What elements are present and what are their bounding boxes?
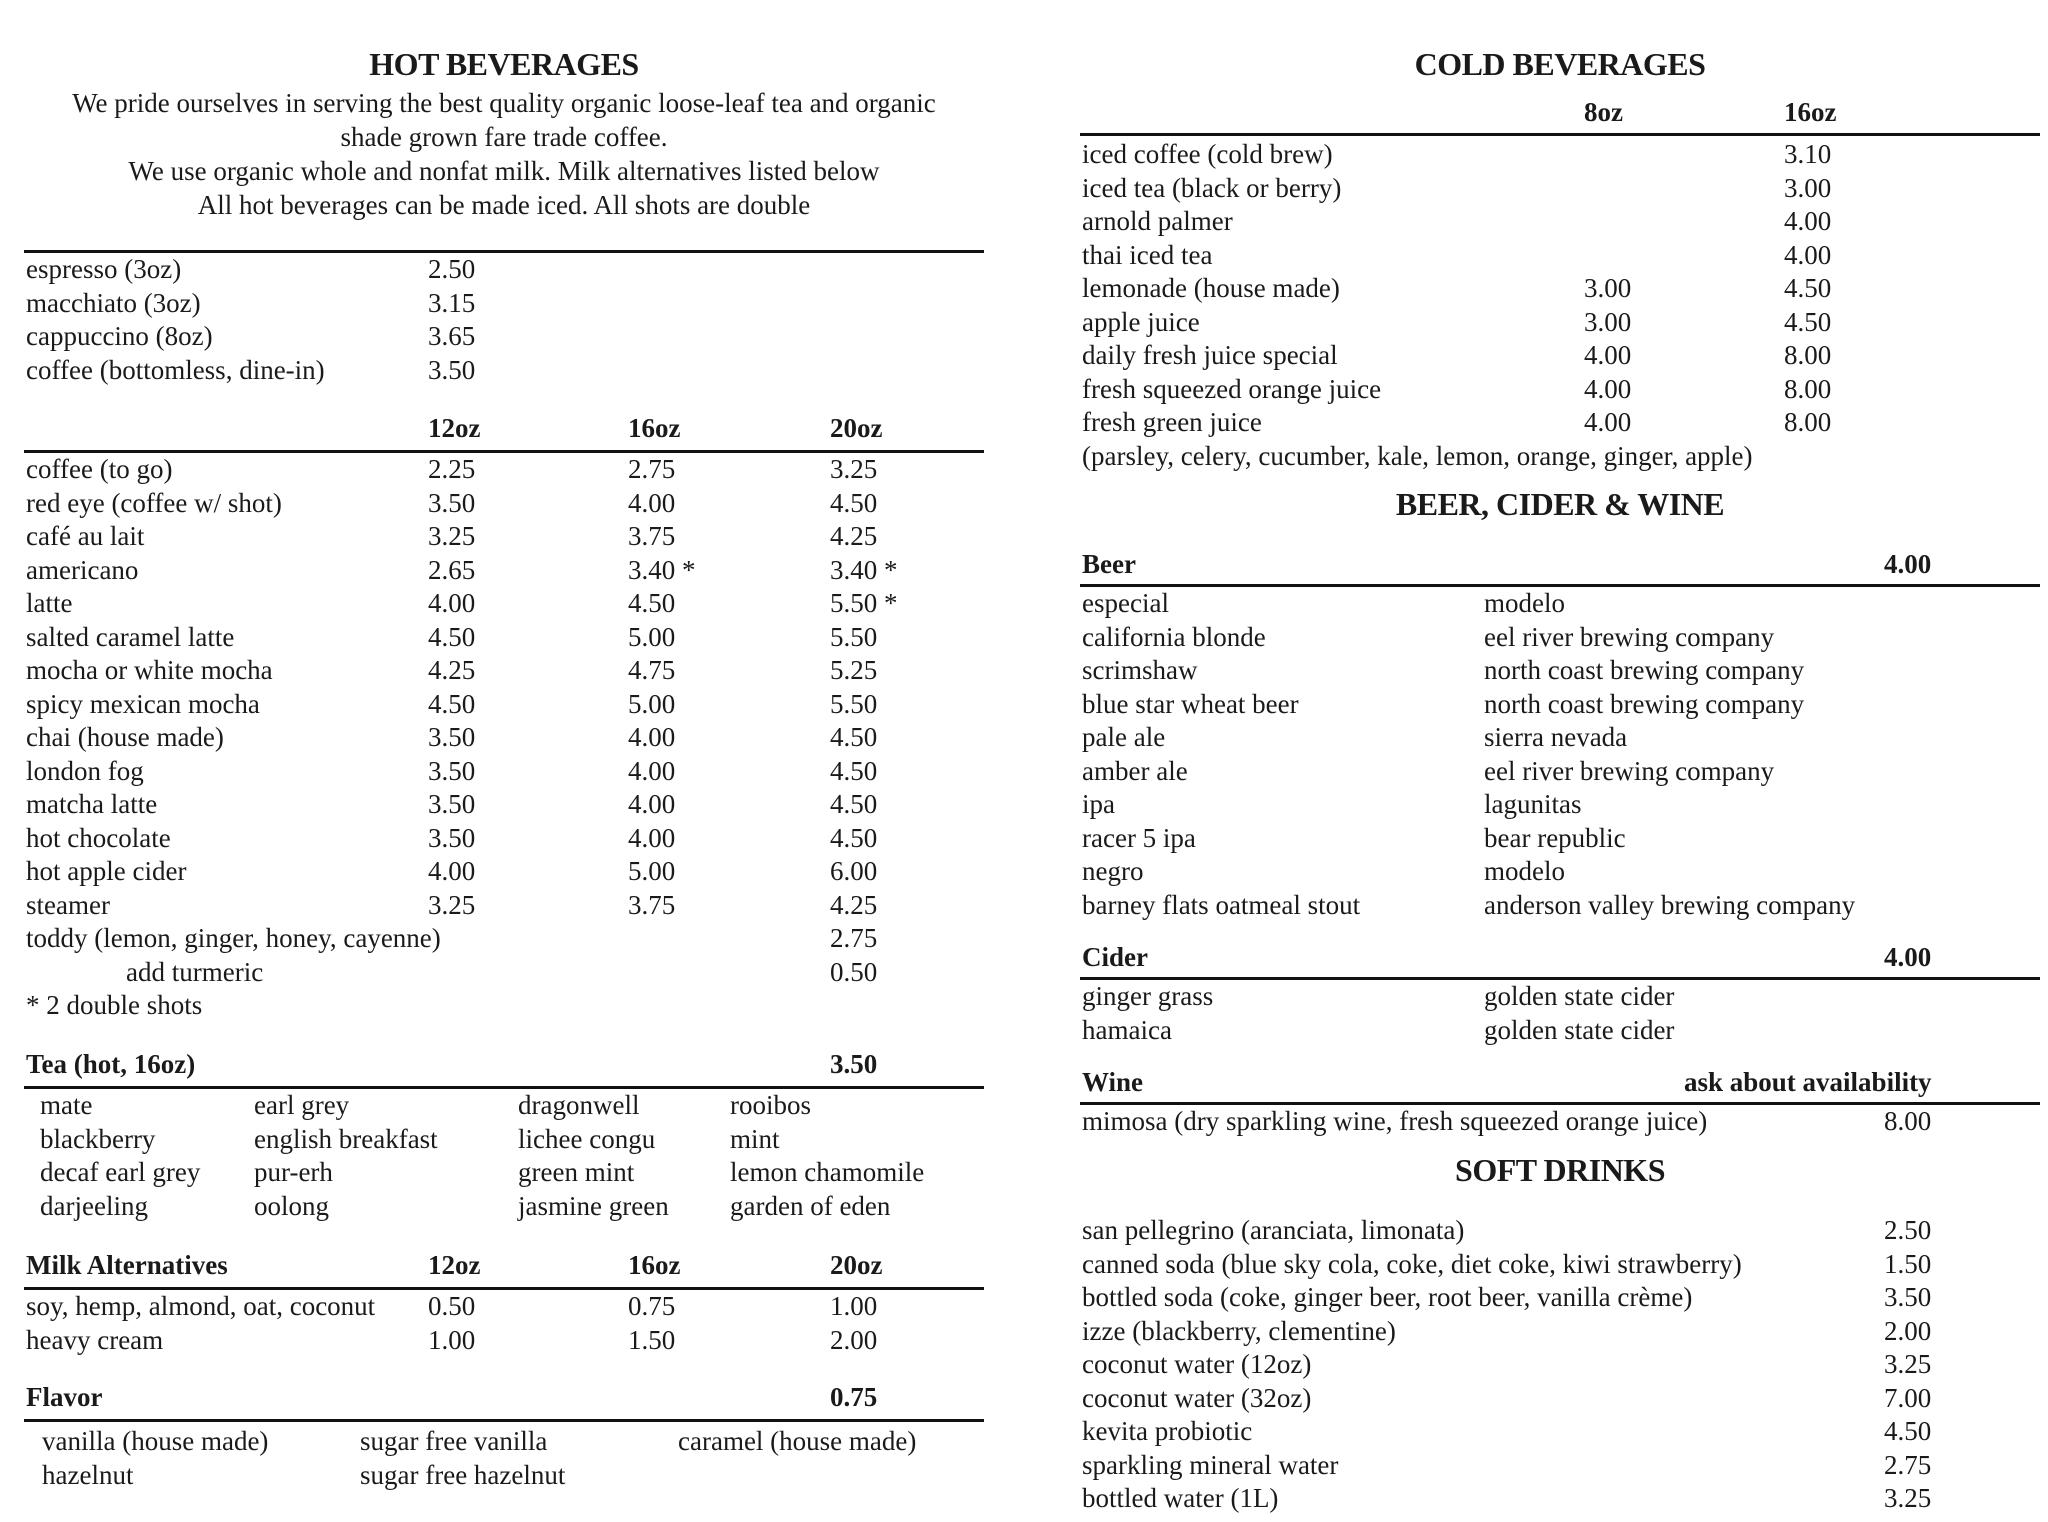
price-20oz: 4.50 [830, 487, 878, 518]
menu-row [24, 554, 984, 588]
menu-row [24, 755, 984, 789]
menu-row [24, 922, 984, 956]
flavor-item: caramel (house made) [678, 1426, 917, 1456]
price-12oz: 3.50 [428, 722, 476, 752]
item-name: canned soda (blue sky cola, coke, diet coke, kiwi strawberry) [1082, 1248, 1742, 1279]
beer-row [1080, 654, 2040, 688]
menu-row [1080, 205, 2040, 239]
item-name: cappuccino (8oz) [26, 321, 213, 351]
item-price: 1.50 [1884, 1248, 1932, 1279]
beer-name: california blonde [1082, 621, 1266, 652]
flavor-row [24, 1425, 984, 1459]
cider-maker: golden state cider [1484, 1014, 1675, 1045]
tea-item: earl grey [254, 1090, 350, 1120]
item-name: daily fresh juice special [1082, 340, 1338, 370]
price-16oz: 5.00 [628, 621, 676, 652]
beer-name: ipa [1082, 789, 1115, 819]
flavor-item: vanilla (house made) [42, 1426, 269, 1456]
price-12oz: 3.50 [428, 789, 476, 819]
tea-item: mate [40, 1090, 93, 1120]
milk-header [24, 1245, 984, 1285]
menu-row [24, 487, 984, 521]
milk-list [24, 1290, 984, 1357]
price-20oz: 4.50 [830, 789, 878, 819]
beer-name: barney flats oatmeal stout [1082, 889, 1361, 920]
tea-item: lichee congu [518, 1123, 656, 1154]
menu-row [1080, 138, 2040, 172]
price-20oz: 4.50 [830, 755, 878, 786]
tea-item: pur-erh [254, 1157, 333, 1187]
item-price: 2.00 [1884, 1315, 1932, 1346]
menu-row [24, 354, 984, 388]
price-12oz: 4.50 [428, 688, 476, 719]
flavor-list [24, 1425, 984, 1492]
price-16oz: 4.00 [1784, 239, 1832, 270]
item-name: chai (house made) [26, 722, 224, 752]
price-8oz: 3.00 [1584, 273, 1632, 303]
flavor-row [24, 1459, 984, 1493]
item-price: 2.50 [1884, 1215, 1932, 1245]
price-16oz: 2.75 [628, 454, 676, 484]
tea-row [24, 1123, 984, 1157]
price-20oz: 6.00 [830, 856, 878, 886]
beer-row [1080, 788, 2040, 822]
tea-item: garden of eden [730, 1190, 891, 1221]
beer-name: racer 5 ipa [1082, 822, 1196, 853]
tea-item: lemon chamomile [730, 1157, 925, 1187]
menu-row [1080, 239, 2040, 273]
item-name: matcha latte [26, 789, 158, 819]
menu-row [1080, 1214, 2040, 1248]
price-12oz: 4.50 [428, 621, 476, 652]
price-8oz: 4.00 [1584, 373, 1632, 404]
price-20oz: 4.50 [830, 822, 878, 853]
milk-title: Milk Alternatives [26, 1250, 228, 1280]
price-12oz: 4.00 [428, 588, 476, 618]
price-16oz: 4.00 [628, 822, 676, 853]
wine-row [1080, 1105, 2040, 1139]
menu-row [24, 520, 984, 554]
intro-line: We pride ourselves in serving the best quality organic loose-leaf tea and organic [72, 88, 936, 118]
wine-list [1080, 1105, 2040, 1139]
menu-row [1080, 373, 2040, 407]
menu-row [1080, 1315, 2040, 1349]
beer-maker: eel river brewing company [1484, 621, 1775, 652]
item-name: iced coffee (cold brew) [1082, 139, 1333, 169]
price-16oz: 4.75 [628, 655, 676, 685]
beer-maker: lagunitas [1484, 789, 1582, 819]
size-12oz: 12oz [428, 1250, 481, 1280]
beer-price: 4.00 [1884, 549, 1932, 579]
beer-row [1080, 889, 2040, 923]
item-price: 3.25 [1884, 1349, 1932, 1379]
price-16oz: 0.75 [628, 1291, 676, 1321]
soft-drinks-list [1080, 1214, 2040, 1516]
tea-row [24, 1156, 984, 1190]
beer-maker: sierra nevada [1484, 722, 1628, 752]
price-20oz: 3.25 [830, 454, 878, 484]
soft-drinks-title: SOFT DRINKS [1455, 1152, 1665, 1188]
menu-row [24, 1324, 984, 1358]
price-20oz: 5.25 [830, 655, 878, 685]
item-name: coffee (bottomless, dine-in) [26, 354, 325, 385]
item-name: arnold palmer [1082, 206, 1233, 236]
item-name: san pellegrino (aranciata, limonata) [1082, 1215, 1465, 1245]
cider-name: hamaica [1082, 1014, 1172, 1045]
price-16oz: 1.50 [628, 1324, 676, 1355]
size-8oz: 8oz [1584, 97, 1623, 127]
item-name: salted caramel latte [26, 621, 235, 652]
price-20oz: 4.25 [830, 521, 878, 551]
beer-name: blue star wheat beer [1082, 688, 1299, 719]
menu-row [24, 855, 984, 889]
price-12oz: 2.65 [428, 554, 476, 585]
item-name: fresh green juice [1082, 407, 1262, 437]
item-name: americano [26, 554, 139, 585]
tea-item: english breakfast [254, 1123, 438, 1154]
size-16oz: 16oz [1784, 97, 1837, 127]
item-name: café au lait [26, 521, 145, 551]
beer-name: amber ale [1082, 755, 1188, 786]
menu-row [24, 822, 984, 856]
beer-maker: north coast brewing company [1484, 655, 1805, 685]
menu-row [24, 654, 984, 688]
tea-item: green mint [518, 1157, 635, 1187]
tea-item: darjeeling [40, 1190, 148, 1221]
tea-item: mint [730, 1123, 780, 1154]
item-name: add turmeric [126, 956, 264, 987]
price-20oz: 3.40 * [830, 554, 898, 585]
price-8oz: 4.00 [1584, 340, 1632, 370]
beer-maker: bear republic [1484, 822, 1626, 853]
beer-maker: eel river brewing company [1484, 755, 1775, 786]
menu-row [1080, 1482, 2040, 1516]
tea-price: 3.50 [830, 1049, 878, 1079]
item-name: latte [26, 588, 73, 618]
item-price: 3.50 [428, 354, 476, 385]
item-name: coffee (to go) [26, 454, 173, 484]
intro-line: We use organic whole and nonfat milk. Milk alternatives listed below [128, 156, 880, 186]
cider-list [1080, 980, 2040, 1047]
beer-maker: anderson valley brewing company [1484, 889, 1856, 920]
tea-item: rooibos [730, 1090, 811, 1120]
item-name: espresso (3oz) [26, 254, 182, 284]
price-20oz: 4.25 [830, 889, 878, 920]
beer-row [1080, 822, 2040, 856]
item-name: mocha or white mocha [26, 655, 273, 685]
tea-item: blackberry [40, 1123, 156, 1154]
item-price: 3.50 [1884, 1282, 1932, 1312]
size-12oz: 12oz [428, 413, 481, 443]
cold-size-header [1080, 92, 2040, 132]
flavor-item: hazelnut [42, 1459, 134, 1490]
menu-row [24, 956, 984, 990]
hot-beverages-title: HOT BEVERAGES [369, 46, 639, 82]
item-name: macchiato (3oz) [26, 287, 201, 318]
menu-row [1080, 406, 2040, 440]
size-header [24, 408, 984, 448]
intro-line: shade grown fare trade coffee. [340, 122, 668, 152]
menu-row [1080, 1415, 2040, 1449]
price-16oz: 8.00 [1784, 373, 1832, 404]
price-20oz: 1.00 [830, 1291, 878, 1321]
price-16oz: 4.00 [1784, 206, 1832, 236]
item-name: izze (blackberry, clementine) [1082, 1315, 1396, 1346]
item-price: 3.25 [1884, 1483, 1932, 1513]
price-20oz: 5.50 * [830, 588, 898, 618]
cider-row [1080, 980, 2040, 1014]
price-16oz: 4.00 [628, 755, 676, 786]
menu-row [1080, 339, 2040, 373]
beer-row [1080, 855, 2040, 889]
item-name: london fog [26, 755, 144, 786]
item-price: 7.00 [1884, 1382, 1932, 1413]
price-16oz: 3.75 [628, 521, 676, 551]
menu-row [24, 688, 984, 722]
item-name: * 2 double shots [26, 990, 203, 1020]
price-16oz: 4.00 [628, 722, 676, 752]
item-name: bottled soda (coke, ginger beer, root beer, vanilla crème) [1082, 1282, 1693, 1312]
price-16oz: 4.50 [628, 588, 676, 618]
item-name: hot chocolate [26, 822, 171, 853]
price-8oz: 4.00 [1584, 407, 1632, 437]
cider-price: 4.00 [1884, 942, 1932, 972]
item-name: bottled water (1L) [1082, 1483, 1279, 1513]
beer-name: negro [1082, 856, 1144, 886]
menu-row [24, 453, 984, 487]
espresso-list [24, 253, 984, 387]
beer-row [1080, 721, 2040, 755]
tea-item: decaf earl grey [40, 1157, 201, 1187]
price-16oz: 8.00 [1784, 407, 1832, 437]
tea-item: dragonwell [518, 1090, 640, 1120]
flavor-price: 0.75 [830, 1382, 878, 1412]
price-12oz: 3.25 [428, 889, 476, 920]
item-price: 2.50 [428, 254, 476, 284]
beer-maker: modelo [1484, 856, 1565, 886]
intro-line: All hot beverages can be made iced. All shots are double [197, 190, 811, 220]
price-12oz: 1.00 [428, 1324, 476, 1355]
beer-name: especial [1082, 588, 1169, 618]
price-20oz: 2.75 [830, 923, 878, 953]
item-name: thai iced tea [1082, 239, 1213, 270]
price-16oz: 4.50 [1784, 273, 1832, 303]
item-name: red eye (coffee w/ shot) [26, 487, 282, 518]
tea-list [24, 1089, 984, 1223]
price-20oz: 5.50 [830, 621, 878, 652]
beer-list [1080, 587, 2040, 922]
beer-name: pale ale [1082, 722, 1166, 752]
menu-row [1080, 440, 2040, 474]
menu-row [1080, 1382, 2040, 1416]
menu-row [1080, 1281, 2040, 1315]
price-20oz: 2.00 [830, 1324, 878, 1355]
size-20oz: 20oz [830, 413, 883, 443]
price-12oz: 4.00 [428, 856, 476, 886]
item-name: coconut water (12oz) [1082, 1349, 1312, 1379]
item-name: iced tea (black or berry) [1082, 172, 1342, 203]
tea-title: Tea (hot, 16oz) [26, 1049, 196, 1079]
item-name: apple juice [1082, 306, 1200, 337]
wine-name: mimosa (dry sparkling wine, fresh squeezed orange juice) [1082, 1106, 1708, 1136]
price-20oz: 4.50 [830, 722, 878, 752]
wine-price: 8.00 [1884, 1106, 1932, 1136]
item-name: toddy (lemon, ginger, honey, cayenne) [26, 923, 441, 953]
tea-row [24, 1190, 984, 1224]
flavor-header [24, 1377, 984, 1417]
tea-item: jasmine green [518, 1190, 669, 1221]
divider [24, 1419, 984, 1422]
menu-row [1080, 306, 2040, 340]
price-16oz: 3.00 [1784, 172, 1832, 203]
wine-header [1080, 1062, 2040, 1102]
price-16oz: 4.50 [1784, 306, 1832, 337]
price-12oz: 4.25 [428, 655, 476, 685]
price-16oz: 4.00 [628, 789, 676, 819]
beer-row [1080, 621, 2040, 655]
menu-row [24, 320, 984, 354]
price-16oz: 3.40 * [628, 554, 696, 585]
cold-beverages-title: COLD BEVERAGES [1414, 46, 1706, 82]
item-name: (parsley, celery, cucumber, kale, lemon, orange, ginger, apple) [1082, 440, 1753, 471]
beer-row [1080, 587, 2040, 621]
price-16oz: 3.10 [1784, 139, 1832, 169]
flavor-title: Flavor [26, 1382, 103, 1412]
wine-title: Wine [1082, 1067, 1144, 1097]
menu-row [1080, 1348, 2040, 1382]
menu-row [24, 253, 984, 287]
menu-row [24, 788, 984, 822]
price-16oz: 5.00 [628, 856, 676, 886]
item-name: kevita probiotic [1082, 1416, 1253, 1446]
item-name: fresh squeezed orange juice [1082, 373, 1382, 404]
beer-row [1080, 688, 2040, 722]
price-12oz: 3.50 [428, 487, 476, 518]
item-name: sparkling mineral water [1082, 1449, 1339, 1480]
divider [1080, 133, 2040, 136]
price-12oz: 3.50 [428, 755, 476, 786]
price-16oz: 8.00 [1784, 340, 1832, 370]
item-price: 3.65 [428, 321, 476, 351]
beer-cider-wine-title: BEER, CIDER & WINE [1395, 486, 1725, 522]
item-price: 4.50 [1884, 1416, 1932, 1446]
flavor-item: sugar free vanilla [360, 1426, 548, 1456]
size-20oz: 20oz [830, 1250, 883, 1280]
item-price: 2.75 [1884, 1449, 1932, 1480]
item-name: hot apple cider [26, 856, 187, 886]
hot-intro [24, 86, 984, 222]
menu-row [1080, 272, 2040, 306]
item-name: lemonade (house made) [1082, 273, 1340, 303]
sized-drinks-list [24, 453, 984, 1023]
beer-title: Beer [1082, 549, 1136, 579]
menu-row [24, 287, 984, 321]
beer-maker: modelo [1484, 588, 1565, 618]
cider-header [1080, 937, 2040, 977]
item-name: soy, hemp, almond, oat, coconut [26, 1291, 376, 1321]
price-12oz: 2.25 [428, 454, 476, 484]
cider-title: Cider [1082, 942, 1148, 972]
item-name: coconut water (32oz) [1082, 1382, 1312, 1413]
cider-row [1080, 1014, 2040, 1048]
cider-maker: golden state cider [1484, 981, 1675, 1011]
cold-drinks-list [1080, 138, 2040, 473]
menu-row [24, 889, 984, 923]
menu-row [24, 989, 984, 1023]
item-name: heavy cream [26, 1324, 164, 1355]
tea-header [24, 1044, 984, 1084]
menu-row [24, 721, 984, 755]
beer-name: scrimshaw [1082, 655, 1198, 685]
price-16oz: 5.00 [628, 688, 676, 719]
price-12oz: 3.25 [428, 521, 476, 551]
item-name: spicy mexican mocha [26, 688, 260, 719]
beer-maker: north coast brewing company [1484, 688, 1805, 719]
menu-row [1080, 1248, 2040, 1282]
item-price: 3.15 [428, 287, 476, 318]
size-16oz: 16oz [628, 413, 681, 443]
price-20oz: 5.50 [830, 688, 878, 719]
beer-row [1080, 755, 2040, 789]
menu-row [24, 1290, 984, 1324]
menu-row [24, 621, 984, 655]
tea-item: oolong [254, 1190, 330, 1221]
menu-row [24, 587, 984, 621]
price-12oz: 0.50 [428, 1291, 476, 1321]
menu-row [1080, 1449, 2040, 1483]
cider-name: ginger grass [1082, 981, 1214, 1011]
price-12oz: 3.50 [428, 822, 476, 853]
price-16oz: 4.00 [628, 487, 676, 518]
wine-availability: ask about availability [1684, 1067, 1932, 1097]
item-name: steamer [26, 889, 110, 920]
price-16oz: 3.75 [628, 889, 676, 920]
size-16oz: 16oz [628, 1250, 681, 1280]
beer-header [1080, 544, 2040, 584]
menu-row [1080, 172, 2040, 206]
flavor-item: sugar free hazelnut [360, 1459, 566, 1490]
price-20oz: 0.50 [830, 956, 878, 987]
tea-row [24, 1089, 984, 1123]
price-8oz: 3.00 [1584, 306, 1632, 337]
